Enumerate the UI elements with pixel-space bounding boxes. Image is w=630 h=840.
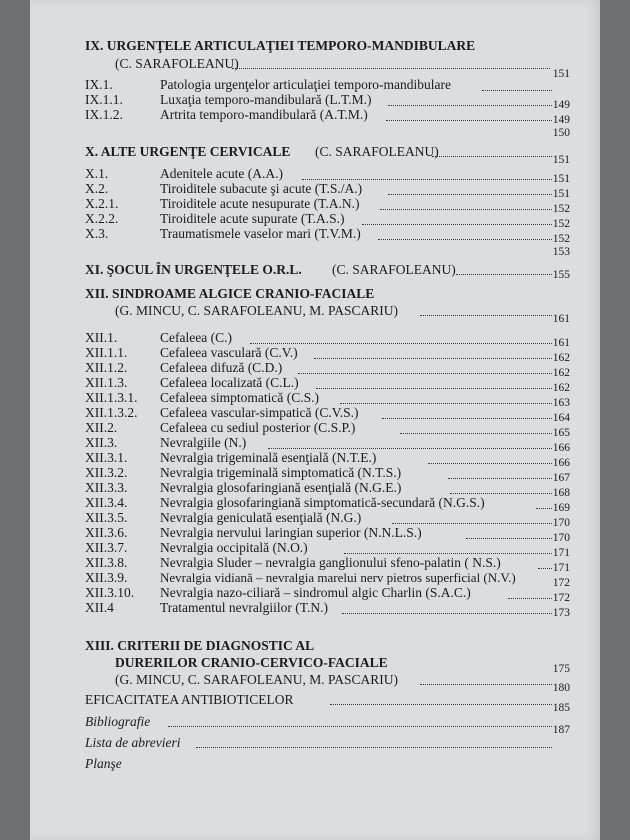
leader-dots bbox=[466, 538, 552, 539]
toc-entry: XII.3. Nevralgiile (N.) 166 bbox=[85, 435, 570, 454]
toc-entry: IX.1.1. Luxaţia temporo-mandibulară (L.T.M.) 149 bbox=[85, 92, 570, 111]
leader-dots bbox=[342, 613, 552, 614]
leader-dots bbox=[420, 315, 552, 316]
toc-entry: XII.3.9. Nevralgia vidiană – nevralgia marelui nerv pietros superficial (N.V.) 172 bbox=[85, 570, 570, 589]
toc-entry: 150 bbox=[552, 127, 570, 139]
toc-entry: XII.1.3.1. Cefaleea simptomatică (C.S.) 163 bbox=[85, 390, 570, 409]
toc-entry: X.1. Adenitele acute (A.A.) 151 bbox=[85, 166, 570, 185]
toc-entry: Bibliografie 187 bbox=[85, 714, 570, 736]
leader-dots bbox=[420, 684, 552, 685]
leader-dots bbox=[268, 448, 552, 449]
leader-dots bbox=[380, 209, 552, 210]
toc-entry: XII.3.10. Nevralgia nazo-ciliară – sindromul algic Charlin (S.A.C.) 172 bbox=[85, 585, 570, 604]
leader-dots bbox=[400, 433, 552, 434]
leader-dots bbox=[388, 194, 552, 195]
leader-dots bbox=[298, 373, 552, 374]
leader-dots bbox=[232, 68, 550, 69]
toc-entry: XII.1. Cefaleea (C.) 161 bbox=[85, 330, 570, 349]
leader-dots bbox=[362, 224, 552, 225]
toc-entry: XII.1.3.2. Cefaleea vascular-simpatică (C.V.S.) 164 bbox=[85, 405, 570, 424]
toc-entry: X.2. Tiroiditele subacute şi acute (T.S./A.) 151 bbox=[85, 181, 570, 200]
leader-dots bbox=[538, 568, 552, 569]
leader-dots bbox=[448, 478, 552, 479]
leader-dots bbox=[196, 747, 552, 748]
leader-dots bbox=[314, 358, 552, 359]
toc-heading: DURERILOR CRANIO-CERVICO-FACIALE 175 bbox=[115, 655, 570, 675]
leader-dots bbox=[302, 179, 552, 180]
toc-entry: XII.3.7. Nevralgia occipitală (N.O.) 171 bbox=[85, 540, 570, 559]
toc-entry: X.3. Traumatismele vaselor mari (T.V.M.) 152 bbox=[85, 226, 570, 245]
leader-dots bbox=[432, 156, 552, 157]
leader-dots bbox=[482, 90, 552, 91]
toc-entry: XII.1.3. Cefaleea localizată (C.L.) 162 bbox=[85, 375, 570, 394]
toc-entry: X.2.2. Tiroiditele acute supurate (T.A.S.) 152 bbox=[85, 211, 570, 230]
leader-dots bbox=[340, 403, 552, 404]
toc-entry: XII.1.1. Cefaleea vasculară (C.V.) 162 bbox=[85, 345, 570, 364]
toc-heading: XII. SINDROAME ALGICE CRANIO-FACIALE bbox=[85, 286, 375, 301]
toc-entry: X.2.1. Tiroiditele acute nesupurate (T.A.N.) 152 bbox=[85, 196, 570, 215]
toc-author: (G. MINCU, C. SARAFOLEANU, M. PASCARIU) 180 bbox=[115, 672, 570, 694]
toc-entry: XII.3.8. Nevralgia Sluder – nevralgia ganglionului sfeno-palatin ( N.S.) 171 bbox=[85, 555, 570, 574]
leader-dots bbox=[536, 508, 552, 509]
leader-dots bbox=[508, 598, 552, 599]
toc-entry: Lista de abrevieri bbox=[30, 735, 600, 751]
toc-heading: XIII. CRITERII DE DIAGNOSTIC AL bbox=[85, 638, 315, 653]
table-of-contents bbox=[30, 0, 600, 840]
toc-entry: Planşe bbox=[85, 756, 122, 771]
toc-heading: XI. ŞOCUL ÎN URGENŢELE O.R.L. (C. SARAFOLEANU) 155 bbox=[85, 262, 570, 281]
leader-dots bbox=[168, 726, 552, 727]
toc-entry: XII.4 Tratamentul nevralgiilor (T.N.) 173 bbox=[85, 600, 570, 619]
leader-dots bbox=[330, 704, 552, 705]
leader-dots bbox=[316, 388, 552, 389]
leader-dots bbox=[450, 493, 552, 494]
toc-entry: XII.3.3. Nevralgia glosofaringiană esenţială (N.G.E.) 168 bbox=[85, 480, 570, 499]
toc-author: (C. SARAFOLEANU) 151 bbox=[115, 56, 570, 80]
toc-author: (G. MINCU, C. SARAFOLEANU, M. PASCARIU) 161 bbox=[115, 303, 570, 325]
toc-entry: XII.2. Cefaleea cu sediul posterior (C.S.P.) 165 bbox=[85, 420, 570, 439]
toc-entry: XII.3.2. Nevralgia trigeminală simptomatică (N.T.S.) 167 bbox=[85, 465, 570, 484]
toc-entry: IX.1. Patologia urgenţelor articulaţiei temporo-mandibulare bbox=[30, 77, 600, 93]
leader-dots bbox=[388, 105, 552, 106]
toc-entry: XII.3.5. Nevralgia geniculată esenţială (N.G.) 170 bbox=[85, 510, 570, 529]
book-page bbox=[30, 0, 600, 840]
toc-heading: X. ALTE URGENŢE CERVICALE (C. SARAFOLEANU) 151 bbox=[85, 144, 570, 166]
toc-entry: 153 bbox=[552, 246, 570, 258]
leader-dots bbox=[428, 463, 552, 464]
toc-heading: IX. URGENŢELE ARTICULAŢIEI TEMPORO-MANDIBULARE bbox=[85, 38, 476, 53]
leader-dots bbox=[250, 343, 552, 344]
toc-entry: XII.3.6. Nevralgia nervului laringian superior (N.N.L.S.) 170 bbox=[85, 525, 570, 544]
toc-entry: XII.3.1. Nevralgia trigeminală esenţială (N.T.E.) 166 bbox=[85, 450, 570, 469]
toc-entry: IX.1.2. Artrita temporo-mandibulară (A.T.M.) 149 bbox=[85, 107, 570, 126]
toc-entry: XII.1.2. Cefaleea difuză (C.D.) 162 bbox=[85, 360, 570, 379]
leader-dots bbox=[456, 274, 552, 275]
leader-dots bbox=[344, 553, 552, 554]
leader-dots bbox=[382, 418, 552, 419]
toc-entry: EFICACITATEA ANTIBIOTICELOR 185 bbox=[85, 692, 570, 714]
leader-dots bbox=[392, 523, 552, 524]
toc-entry: XII.3.4. Nevralgia glosofaringiană simptomatică-secundară (N.G.S.) 169 bbox=[85, 495, 570, 514]
